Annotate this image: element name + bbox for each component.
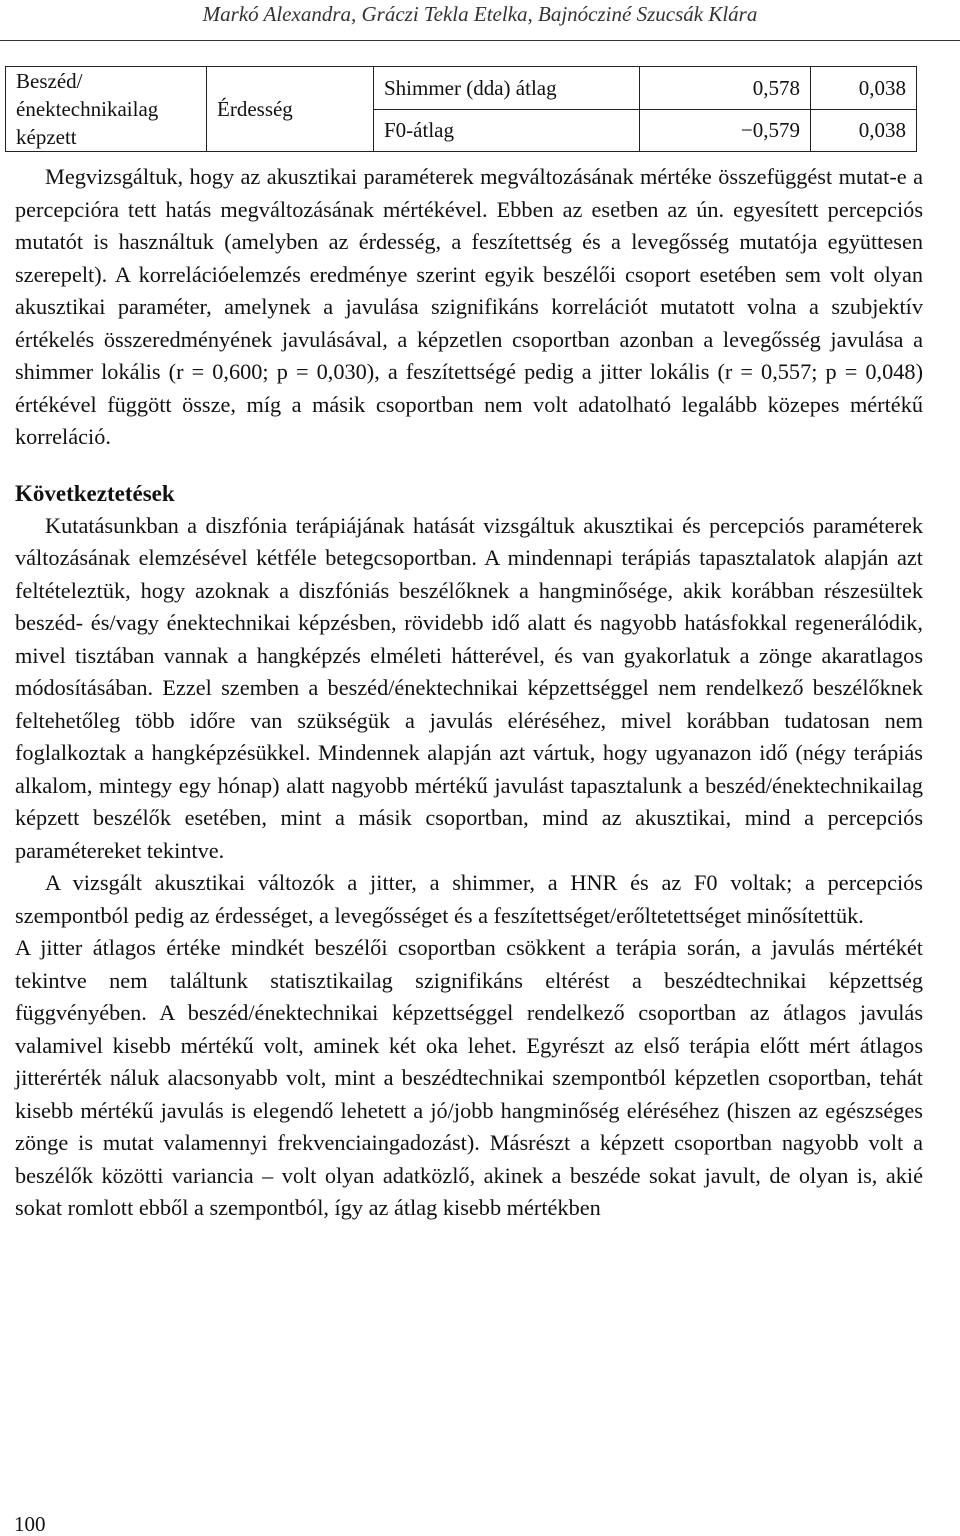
paragraph-variables: A vizsgált akusztikai változók a jitter, a shimmer, a HNR és az F0 voltak; a percepciós szempontból pedig az érdességet, a levegősséget és a feszítettséget/erőltetettséget minősítettük. (15, 870, 923, 928)
body-text (15, 161, 923, 1225)
r-value-cell: −0,579 (640, 109, 811, 152)
results-table (5, 66, 917, 152)
parameter-cell: Shimmer (dda) átlag (374, 67, 640, 110)
group-label-cell: Beszéd/énektechnikailag képzett (6, 67, 207, 152)
page-number: 100 (14, 1512, 46, 1536)
table-row (6, 67, 917, 110)
paragraph-jitter: A jitter átlagos értéke mindkét beszélői csoportban csökkent a terápia során, a javulás mértékét tekintve nem találtunk statisztikailag szignifikáns eltérést a beszédtechnikai képzettség függvényében. A beszéd/énektechnikai képzettséggel rendelkező csoportban az átlagos javulás valamivel kisebb mértékű volt, aminek két oka lehet. Egyrészt az első terápia előtt mért átlagos jitterérték náluk alacsonyabb volt, mint a beszédtechnikai szempontból képzetlen csoportban, tehát kisebb mértékű javulás is elegendő lehetett a jó/jobb hangminőség eléréséhez (hiszen az egészséges zönge is mutat valamennyi frekvenciaingadozást). Másrészt a képzett csoportban nagyobb volt a beszélők közötti variancia – volt olyan adatközlő, akinek a beszéde sokat javult, de olyan is, akié sokat romlott ebből a szempontból, így az átlag kisebb mértékben (15, 935, 923, 1220)
section-heading: Következtetések (15, 480, 175, 506)
header-rule (0, 40, 960, 41)
paragraph-correlation: Megvizsgáltuk, hogy az akusztikai paraméterek megváltozásának mértéke összefüggést mutat-e a percepcióra tett hatás megváltozásának mértékével. Ebben az esetben az ún. egyesített percepciós mutatót is használtuk (amelyben az érdesség, a feszítettség és a levegősség mutatója együttesen szerepelt). A korrelációelemzés eredménye szerint egyik beszélői csoport esetében sem volt olyan akusztikai paraméter, amelynek a javulása szignifikáns korrelációt mutatott volna a szubjektív értékelés összeredményének javulásával, a képzetlen csoportban azonban a levegősség javulása a shimmer lokális (r = 0,600; p = 0,030), a feszítettségé pedig a jitter lokális (r = 0,557; p = 0,048) értékével függött össze, míg a másik csoportban nem volt adatolható legalább közepes mértékű korreláció. (15, 164, 923, 449)
variable-cell: Érdesség (207, 67, 374, 152)
p-value-cell: 0,038 (811, 67, 917, 110)
parameter-cell: F0-átlag (374, 109, 640, 152)
paragraph-hypothesis: Kutatásunkban a diszfónia terápiájának hatását vizsgáltuk akusztikai és percepciós paraméterek változásának elemzésével kétféle betegcsoportban. A mindennapi terápiás tapasztalatok alapján azt feltételeztük, hogy azoknak a diszfóniás beszélőknek a hangminősége, akik korábban részesültek beszéd- és/vagy énektechnikai képzésben, rövidebb idő alatt és nagyobb hatásfokkal regenerálódik, mivel tisztában vannak a hangképzés elméleti hátterével, és van gyakorlatuk a zönge akaratlagos módosításában. Ezzel szemben a beszéd/énektechnikai képzettséggel nem rendelkező beszélőknek feltehetőleg több időre van szükségük a javulás eléréséhez, mivel korábban tudatosan nem foglalkoztak a hangképzésükkel. Mindennek alapján azt vártuk, hogy ugyanazon idő (négy terápiás alkalom, mintegy egy hónap) alatt nagyobb mértékű javulást tapasztalunk a beszéd/énektechnikailag képzett beszélők esetében, mint a másik csoportban, mind az akusztikai, mind a percepciós paramétereket tekintve. (15, 512, 923, 863)
running-header: Markó Alexandra, Gráczi Tekla Etelka, Bajnócziné Szucsák Klára (202, 2, 758, 26)
p-value-cell: 0,038 (811, 109, 917, 152)
r-value-cell: 0,578 (640, 67, 811, 110)
